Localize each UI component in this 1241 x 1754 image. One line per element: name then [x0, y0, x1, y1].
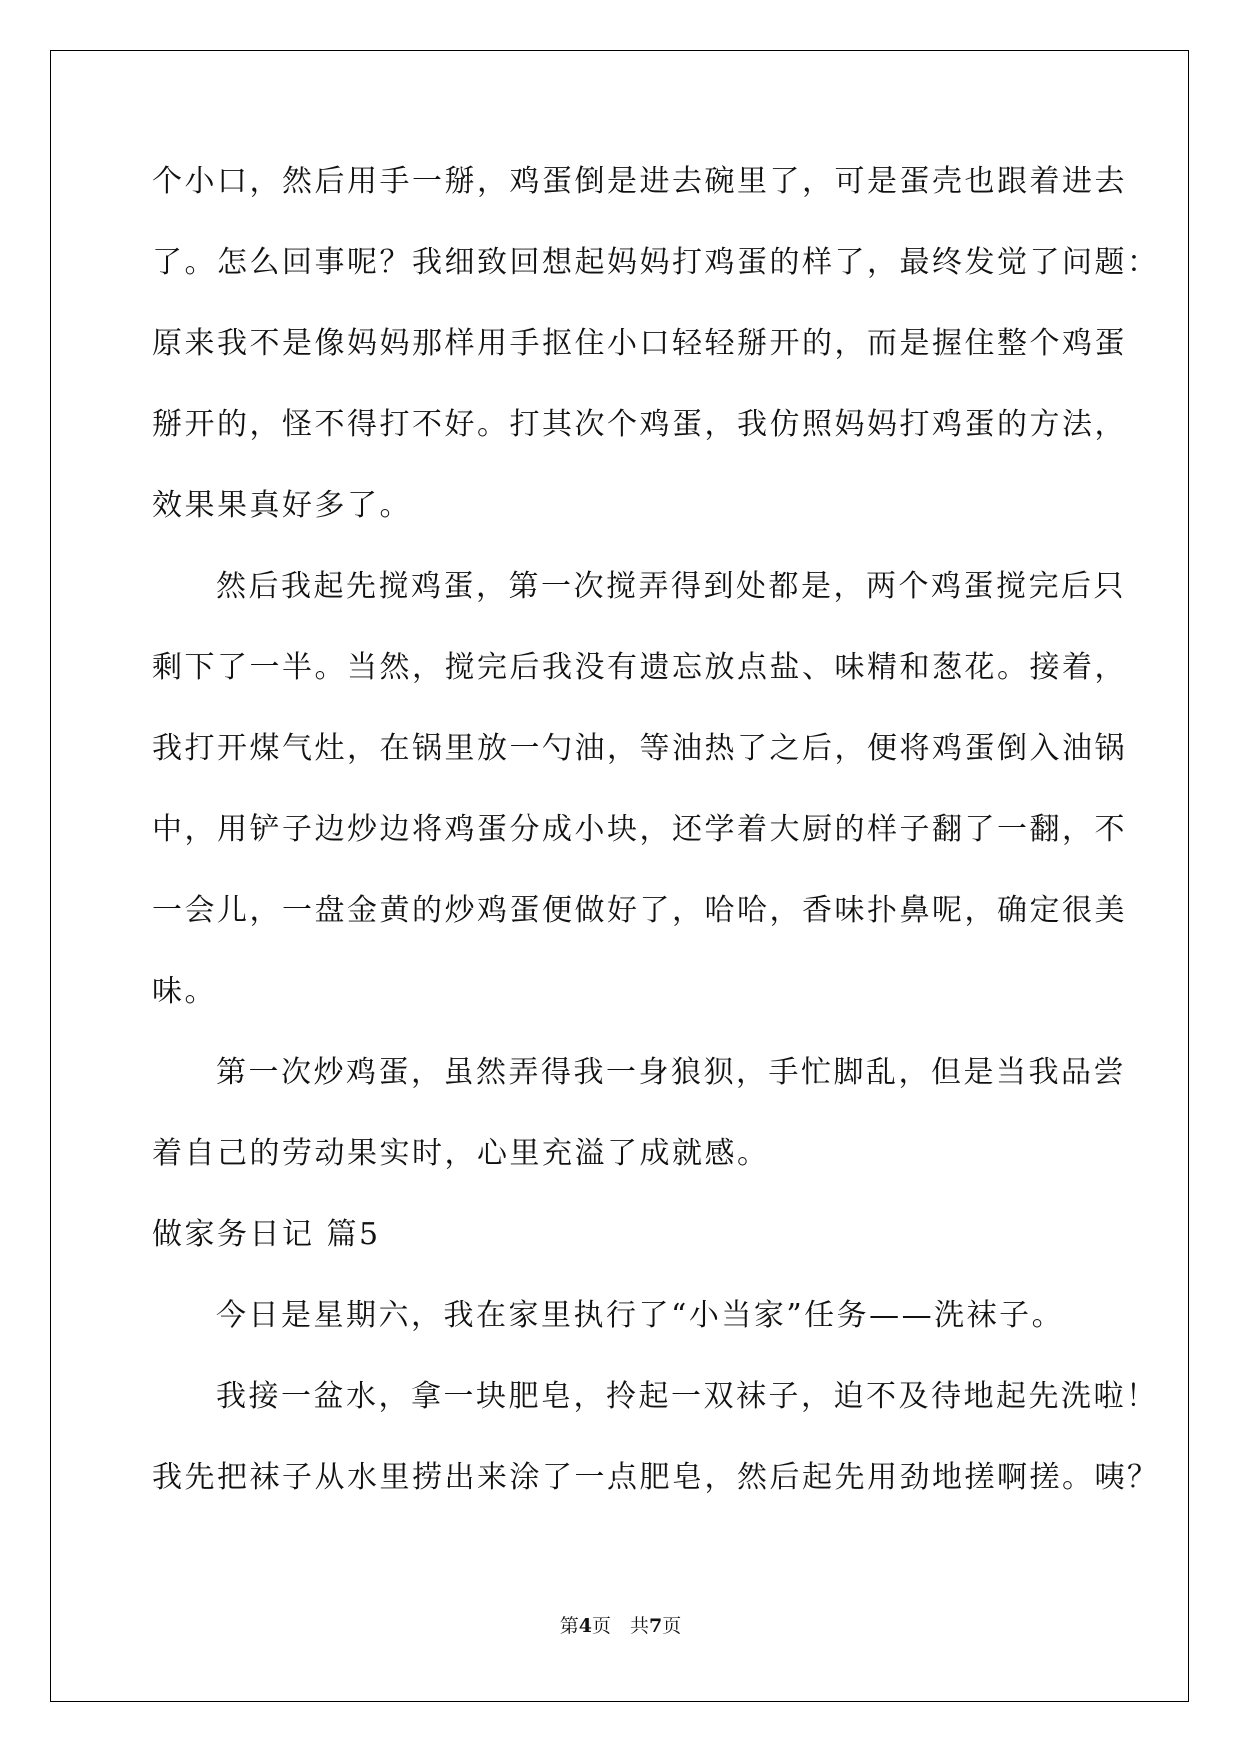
text-line: 今日是星期六，我在家里执行了“小当家”任务——洗袜子。 [216, 1298, 1065, 1333]
document-body [152, 162, 1160, 1539]
text-line: 着自己的劳动果实时，心里充溢了成就感。 [152, 1136, 770, 1171]
footer-suffix: 页 [662, 1615, 682, 1637]
text-line: 效果果真好多了。 [152, 488, 412, 523]
text-line: 我接一盆水，拿一块肥皂，拎起一双袜子，迫不及待地起先洗啦！ [216, 1379, 1159, 1414]
footer-total-pages: 7 [649, 1615, 663, 1637]
text-line: 原来我不是像妈妈那样用手抠住小口轻轻掰开的，而是握住整个鸡蛋 [152, 326, 1127, 361]
text-line: 中，用铲子边炒边将鸡蛋分成小块，还学着大厨的样子翻了一翻，不 [152, 812, 1127, 847]
text-line: 一会儿，一盘金黄的炒鸡蛋便做好了，哈哈，香味扑鼻呢，确定很美 [152, 893, 1127, 928]
footer-mid: 页 共 [591, 1615, 649, 1637]
text-line: 做家务日记 篇5 [152, 1217, 381, 1252]
footer-prefix: 第 [559, 1615, 579, 1637]
footer-page-number: 4 [578, 1615, 592, 1637]
text-line: 了。怎么回事呢？我细致回想起妈妈打鸡蛋的样了，最终发觉了问题： [152, 245, 1160, 280]
text-line: 第一次炒鸡蛋，虽然弄得我一身狼狈，手忙脚乱，但是当我品尝 [216, 1055, 1126, 1090]
page-footer [0, 1611, 1241, 1638]
text-line: 个小口，然后用手一掰，鸡蛋倒是进去碗里了，可是蛋壳也跟着进去 [152, 164, 1127, 199]
text-line: 我先把袜子从水里捞出来涂了一点肥皂，然后起先用劲地搓啊搓。咦？ [152, 1460, 1160, 1495]
text-line: 剩下了一半。当然，搅完后我没有遗忘放点盐、味精和葱花。接着， [152, 650, 1127, 685]
text-line: 我打开煤气灶，在锅里放一勺油，等油热了之后，便将鸡蛋倒入油锅 [152, 731, 1127, 766]
text-line: 然后我起先搅鸡蛋，第一次搅弄得到处都是，两个鸡蛋搅完后只 [216, 569, 1126, 604]
text-line: 掰开的，怪不得打不好。打其次个鸡蛋，我仿照妈妈打鸡蛋的方法， [152, 407, 1127, 442]
text-line: 味。 [152, 974, 217, 1009]
